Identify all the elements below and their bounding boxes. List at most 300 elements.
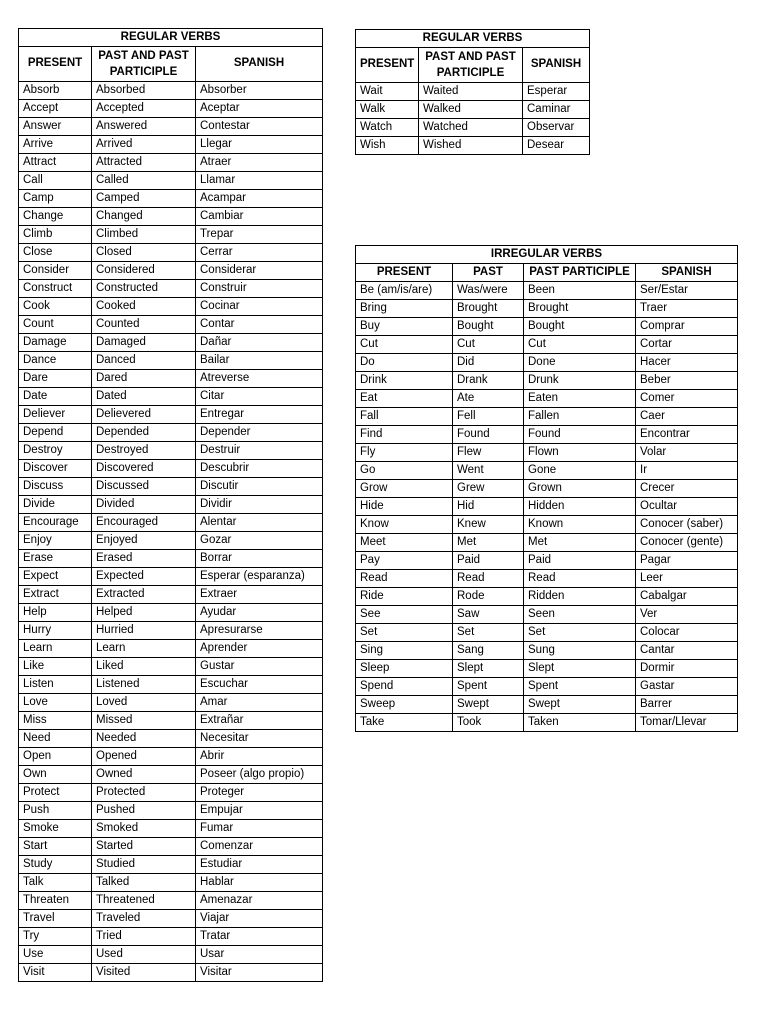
table-cell: Estudiar xyxy=(196,856,323,874)
table-row xyxy=(19,802,323,820)
table-cell: Dare xyxy=(19,370,92,388)
table-row xyxy=(19,568,323,586)
table-cell: Known xyxy=(524,516,636,534)
table-row xyxy=(19,478,323,496)
table-cell: Was/were xyxy=(453,282,524,300)
table-row xyxy=(19,118,323,136)
table-cell: Ride xyxy=(356,588,453,606)
table-cell: Change xyxy=(19,208,92,226)
table-cell: Encontrar xyxy=(636,426,738,444)
table-cell: Proteger xyxy=(196,784,323,802)
table-cell: Closed xyxy=(92,244,196,262)
table-cell: Help xyxy=(19,604,92,622)
column-header-present: PRESENT xyxy=(19,47,92,82)
table-cell: Danced xyxy=(92,352,196,370)
table-cell: Extrañar xyxy=(196,712,323,730)
column-header-spanish: SPANISH xyxy=(523,48,590,83)
table-cell: Fumar xyxy=(196,820,323,838)
table-cell: Conocer (saber) xyxy=(636,516,738,534)
table-cell: Atreverse xyxy=(196,370,323,388)
table-cell: Traer xyxy=(636,300,738,318)
table-cell: Walked xyxy=(419,101,523,119)
table-row xyxy=(19,586,323,604)
table-row xyxy=(19,658,323,676)
column-header-past: PAST AND PAST PARTICIPLE xyxy=(92,47,196,82)
table-row xyxy=(19,298,323,316)
table-cell: Needed xyxy=(92,730,196,748)
table-title: IRREGULAR VERBS xyxy=(356,246,738,264)
table-cell: Take xyxy=(356,714,453,732)
table-title: REGULAR VERBS xyxy=(356,30,590,48)
table-row xyxy=(19,334,323,352)
table-cell: Attracted xyxy=(92,154,196,172)
table-row xyxy=(19,370,323,388)
table-cell: Cortar xyxy=(636,336,738,354)
table-cell: Fallen xyxy=(524,408,636,426)
table-row xyxy=(356,642,738,660)
table-cell: Slept xyxy=(524,660,636,678)
table-row xyxy=(19,820,323,838)
table-cell: Gustar xyxy=(196,658,323,676)
table-row xyxy=(19,910,323,928)
table-cell: Delievered xyxy=(92,406,196,424)
table-row xyxy=(19,406,323,424)
table-cell: Missed xyxy=(92,712,196,730)
table-cell: Comenzar xyxy=(196,838,323,856)
table-row xyxy=(356,696,738,714)
table-cell: Swept xyxy=(524,696,636,714)
table-cell: Grow xyxy=(356,480,453,498)
table-cell: Drank xyxy=(453,372,524,390)
table-row xyxy=(19,424,323,442)
table-cell: Dañar xyxy=(196,334,323,352)
table-cell: Depended xyxy=(92,424,196,442)
table-cell: Set xyxy=(453,624,524,642)
table-row xyxy=(356,714,738,732)
table-cell: Arrive xyxy=(19,136,92,154)
table-cell: Extracted xyxy=(92,586,196,604)
table-cell: Watch xyxy=(356,119,419,137)
table-cell: Contestar xyxy=(196,118,323,136)
table-row xyxy=(19,532,323,550)
table-cell: Grew xyxy=(453,480,524,498)
table-cell: Visited xyxy=(92,964,196,982)
table-row xyxy=(356,354,738,372)
table-cell: Know xyxy=(356,516,453,534)
table-cell: Smoke xyxy=(19,820,92,838)
table-row xyxy=(19,730,323,748)
table-cell: Flown xyxy=(524,444,636,462)
table-cell: Divide xyxy=(19,496,92,514)
table-cell: Set xyxy=(524,624,636,642)
table-row xyxy=(356,606,738,624)
table-cell: Hurried xyxy=(92,622,196,640)
table-row xyxy=(19,226,323,244)
irregular-verbs-table xyxy=(355,245,738,732)
table-cell: Found xyxy=(453,426,524,444)
table-cell: Used xyxy=(92,946,196,964)
table-row xyxy=(356,588,738,606)
table-cell: Swept xyxy=(453,696,524,714)
table-cell: Flew xyxy=(453,444,524,462)
table-cell: Construct xyxy=(19,280,92,298)
table-row xyxy=(19,496,323,514)
table-cell: Study xyxy=(19,856,92,874)
table-cell: Liked xyxy=(92,658,196,676)
table-cell: Sung xyxy=(524,642,636,660)
table-cell: Taken xyxy=(524,714,636,732)
table-cell: Trepar xyxy=(196,226,323,244)
table-cell: Love xyxy=(19,694,92,712)
table-cell: Threatened xyxy=(92,892,196,910)
table-cell: Sweep xyxy=(356,696,453,714)
table-cell: Paid xyxy=(524,552,636,570)
table-row xyxy=(19,694,323,712)
table-cell: Eat xyxy=(356,390,453,408)
table-cell: Camped xyxy=(92,190,196,208)
table-cell: Threaten xyxy=(19,892,92,910)
table-cell: Beber xyxy=(636,372,738,390)
table-row xyxy=(19,640,323,658)
table-row xyxy=(356,444,738,462)
table-row xyxy=(19,928,323,946)
table-row xyxy=(356,426,738,444)
table-cell: Watched xyxy=(419,119,523,137)
table-cell: Depend xyxy=(19,424,92,442)
table-row xyxy=(19,442,323,460)
table-row xyxy=(356,678,738,696)
table-cell: Tratar xyxy=(196,928,323,946)
table-row xyxy=(19,550,323,568)
table-cell: Hid xyxy=(453,498,524,516)
table-row xyxy=(19,208,323,226)
table-cell: Aprender xyxy=(196,640,323,658)
table-cell: Hablar xyxy=(196,874,323,892)
table-cell: Viajar xyxy=(196,910,323,928)
table-cell: Apresurarse xyxy=(196,622,323,640)
table-row xyxy=(356,498,738,516)
table-cell: Escuchar xyxy=(196,676,323,694)
table-cell: Depender xyxy=(196,424,323,442)
regular-verbs-table-small xyxy=(355,29,590,155)
table-cell: Camp xyxy=(19,190,92,208)
table-cell: Dared xyxy=(92,370,196,388)
table-cell: Comprar xyxy=(636,318,738,336)
table-row xyxy=(356,83,590,101)
table-row xyxy=(356,534,738,552)
table-cell: Pay xyxy=(356,552,453,570)
table-cell: Like xyxy=(19,658,92,676)
table-cell: Push xyxy=(19,802,92,820)
table-cell: Enjoyed xyxy=(92,532,196,550)
table-cell: Dance xyxy=(19,352,92,370)
table-row xyxy=(19,190,323,208)
table-cell: Expected xyxy=(92,568,196,586)
table-cell: Cut xyxy=(356,336,453,354)
table-cell: Crecer xyxy=(636,480,738,498)
table-cell: Sleep xyxy=(356,660,453,678)
table-cell: Colocar xyxy=(636,624,738,642)
table-cell: Pushed xyxy=(92,802,196,820)
table-cell: Changed xyxy=(92,208,196,226)
table-cell: Knew xyxy=(453,516,524,534)
table-row xyxy=(19,748,323,766)
column-header-present: PRESENT xyxy=(356,48,419,83)
table-cell: Climb xyxy=(19,226,92,244)
table-cell: Cut xyxy=(524,336,636,354)
column-header-past: PAST xyxy=(453,264,524,282)
column-header-present: PRESENT xyxy=(356,264,453,282)
column-header-spanish: SPANISH xyxy=(636,264,738,282)
table-cell: Ser/Estar xyxy=(636,282,738,300)
table-cell: Destroyed xyxy=(92,442,196,460)
table-row xyxy=(356,300,738,318)
table-row xyxy=(356,462,738,480)
table-cell: Done xyxy=(524,354,636,372)
table-cell: Extraer xyxy=(196,586,323,604)
table-cell: Amenazar xyxy=(196,892,323,910)
table-cell: Bought xyxy=(453,318,524,336)
table-row xyxy=(356,390,738,408)
table-row xyxy=(19,874,323,892)
table-cell: Gastar xyxy=(636,678,738,696)
table-cell: Ridden xyxy=(524,588,636,606)
table-cell: Alentar xyxy=(196,514,323,532)
table-cell: Slept xyxy=(453,660,524,678)
regular-verbs-table xyxy=(18,28,323,982)
table-row xyxy=(19,316,323,334)
table-row xyxy=(19,622,323,640)
table-row xyxy=(19,712,323,730)
table-cell: Esperar xyxy=(523,83,590,101)
table-cell: Grown xyxy=(524,480,636,498)
table-cell: Loved xyxy=(92,694,196,712)
table-cell: Citar xyxy=(196,388,323,406)
table-cell: Divided xyxy=(92,496,196,514)
table-cell: Visitar xyxy=(196,964,323,982)
table-cell: Rode xyxy=(453,588,524,606)
table-cell: Absorbed xyxy=(92,82,196,100)
table-cell: Called xyxy=(92,172,196,190)
table-cell: Considerar xyxy=(196,262,323,280)
table-cell: Dividir xyxy=(196,496,323,514)
table-cell: Met xyxy=(453,534,524,552)
table-title: REGULAR VERBS xyxy=(19,29,323,47)
table-cell: Aceptar xyxy=(196,100,323,118)
table-cell: Fly xyxy=(356,444,453,462)
table-cell: Destruir xyxy=(196,442,323,460)
table-cell: Tomar/Llevar xyxy=(636,714,738,732)
table-cell: Pagar xyxy=(636,552,738,570)
table-cell: Ver xyxy=(636,606,738,624)
table-cell: Sang xyxy=(453,642,524,660)
table-cell: Travel xyxy=(19,910,92,928)
table-cell: Brought xyxy=(453,300,524,318)
table-cell: Close xyxy=(19,244,92,262)
table-cell: Contar xyxy=(196,316,323,334)
table-cell: Discutir xyxy=(196,478,323,496)
table-cell: Answer xyxy=(19,118,92,136)
table-cell: Own xyxy=(19,766,92,784)
table-row xyxy=(356,137,590,155)
table-cell: Amar xyxy=(196,694,323,712)
table-cell: Encouraged xyxy=(92,514,196,532)
table-cell: Usar xyxy=(196,946,323,964)
table-cell: Cooked xyxy=(92,298,196,316)
table-cell: Miss xyxy=(19,712,92,730)
table-cell: Cambiar xyxy=(196,208,323,226)
table-row xyxy=(19,82,323,100)
table-cell: Entregar xyxy=(196,406,323,424)
table-cell: Need xyxy=(19,730,92,748)
table-cell: Leer xyxy=(636,570,738,588)
table-row xyxy=(19,766,323,784)
table-cell: Dormir xyxy=(636,660,738,678)
table-row xyxy=(19,838,323,856)
table-cell: Buy xyxy=(356,318,453,336)
table-cell: Brought xyxy=(524,300,636,318)
table-cell: Learn xyxy=(92,640,196,658)
table-row xyxy=(356,480,738,498)
table-cell: Read xyxy=(453,570,524,588)
table-cell: Go xyxy=(356,462,453,480)
table-cell: Visit xyxy=(19,964,92,982)
table-cell: Call xyxy=(19,172,92,190)
table-row xyxy=(19,514,323,532)
column-header-past: PAST AND PAST PARTICIPLE xyxy=(419,48,523,83)
table-cell: Eaten xyxy=(524,390,636,408)
table-cell: Encourage xyxy=(19,514,92,532)
table-cell: Empujar xyxy=(196,802,323,820)
table-cell: Find xyxy=(356,426,453,444)
table-cell: Considered xyxy=(92,262,196,280)
table-cell: Hurry xyxy=(19,622,92,640)
table-cell: Spend xyxy=(356,678,453,696)
table-row xyxy=(19,262,323,280)
table-row xyxy=(356,408,738,426)
table-cell: Discussed xyxy=(92,478,196,496)
table-cell: Constructed xyxy=(92,280,196,298)
table-row xyxy=(19,172,323,190)
table-cell: Answered xyxy=(92,118,196,136)
table-cell: Cut xyxy=(453,336,524,354)
table-cell: Date xyxy=(19,388,92,406)
table-row xyxy=(19,154,323,172)
table-cell: Took xyxy=(453,714,524,732)
table-row xyxy=(356,660,738,678)
table-cell: Volar xyxy=(636,444,738,462)
table-cell: Discover xyxy=(19,460,92,478)
table-cell: Ayudar xyxy=(196,604,323,622)
table-cell: Started xyxy=(92,838,196,856)
table-cell: Owned xyxy=(92,766,196,784)
table-cell: Set xyxy=(356,624,453,642)
table-row xyxy=(19,856,323,874)
table-cell: Absorber xyxy=(196,82,323,100)
table-cell: Dated xyxy=(92,388,196,406)
table-row xyxy=(19,460,323,478)
table-cell: Start xyxy=(19,838,92,856)
table-cell: Gozar xyxy=(196,532,323,550)
table-cell: Cook xyxy=(19,298,92,316)
table-row xyxy=(356,516,738,534)
table-row xyxy=(19,676,323,694)
column-header-spanish: SPANISH xyxy=(196,47,323,82)
table-cell: Llegar xyxy=(196,136,323,154)
table-cell: Went xyxy=(453,462,524,480)
table-row xyxy=(19,604,323,622)
table-cell: Hide xyxy=(356,498,453,516)
table-cell: Damaged xyxy=(92,334,196,352)
table-cell: Waited xyxy=(419,83,523,101)
table-cell: Deliever xyxy=(19,406,92,424)
table-cell: Use xyxy=(19,946,92,964)
table-cell: Spent xyxy=(524,678,636,696)
table-cell: Discovered xyxy=(92,460,196,478)
table-cell: Smoked xyxy=(92,820,196,838)
table-cell: Wished xyxy=(419,137,523,155)
table-cell: Cabalgar xyxy=(636,588,738,606)
table-row xyxy=(19,136,323,154)
table-cell: Erase xyxy=(19,550,92,568)
table-cell: Comer xyxy=(636,390,738,408)
table-cell: Caer xyxy=(636,408,738,426)
table-cell: Cocinar xyxy=(196,298,323,316)
table-cell: Esperar (esparanza) xyxy=(196,568,323,586)
table-cell: Drink xyxy=(356,372,453,390)
table-cell: Poseer (algo propio) xyxy=(196,766,323,784)
table-cell: Bailar xyxy=(196,352,323,370)
table-cell: Saw xyxy=(453,606,524,624)
table-cell: Cantar xyxy=(636,642,738,660)
table-cell: Conocer (gente) xyxy=(636,534,738,552)
table-cell: Open xyxy=(19,748,92,766)
table-row xyxy=(19,964,323,982)
table-row xyxy=(356,570,738,588)
table-cell: Accepted xyxy=(92,100,196,118)
table-cell: Enjoy xyxy=(19,532,92,550)
table-cell: Counted xyxy=(92,316,196,334)
table-cell: Listen xyxy=(19,676,92,694)
table-cell: See xyxy=(356,606,453,624)
table-cell: Abrir xyxy=(196,748,323,766)
table-cell: Damage xyxy=(19,334,92,352)
table-cell: Bring xyxy=(356,300,453,318)
table-cell: Spent xyxy=(453,678,524,696)
table-cell: Found xyxy=(524,426,636,444)
table-cell: Llamar xyxy=(196,172,323,190)
table-row xyxy=(19,784,323,802)
table-cell: Atraer xyxy=(196,154,323,172)
table-cell: Wish xyxy=(356,137,419,155)
table-cell: Cerrar xyxy=(196,244,323,262)
table-cell: Learn xyxy=(19,640,92,658)
column-header-past-participle: PAST PARTICIPLE xyxy=(524,264,636,282)
table-cell: Talk xyxy=(19,874,92,892)
table-cell: Extract xyxy=(19,586,92,604)
table-cell: Do xyxy=(356,354,453,372)
table-cell: Talked xyxy=(92,874,196,892)
table-row xyxy=(19,388,323,406)
table-cell: Been xyxy=(524,282,636,300)
table-cell: Walk xyxy=(356,101,419,119)
table-cell: Read xyxy=(524,570,636,588)
table-cell: Meet xyxy=(356,534,453,552)
table-cell: Bought xyxy=(524,318,636,336)
table-cell: Protect xyxy=(19,784,92,802)
table-row xyxy=(356,552,738,570)
table-cell: Wait xyxy=(356,83,419,101)
